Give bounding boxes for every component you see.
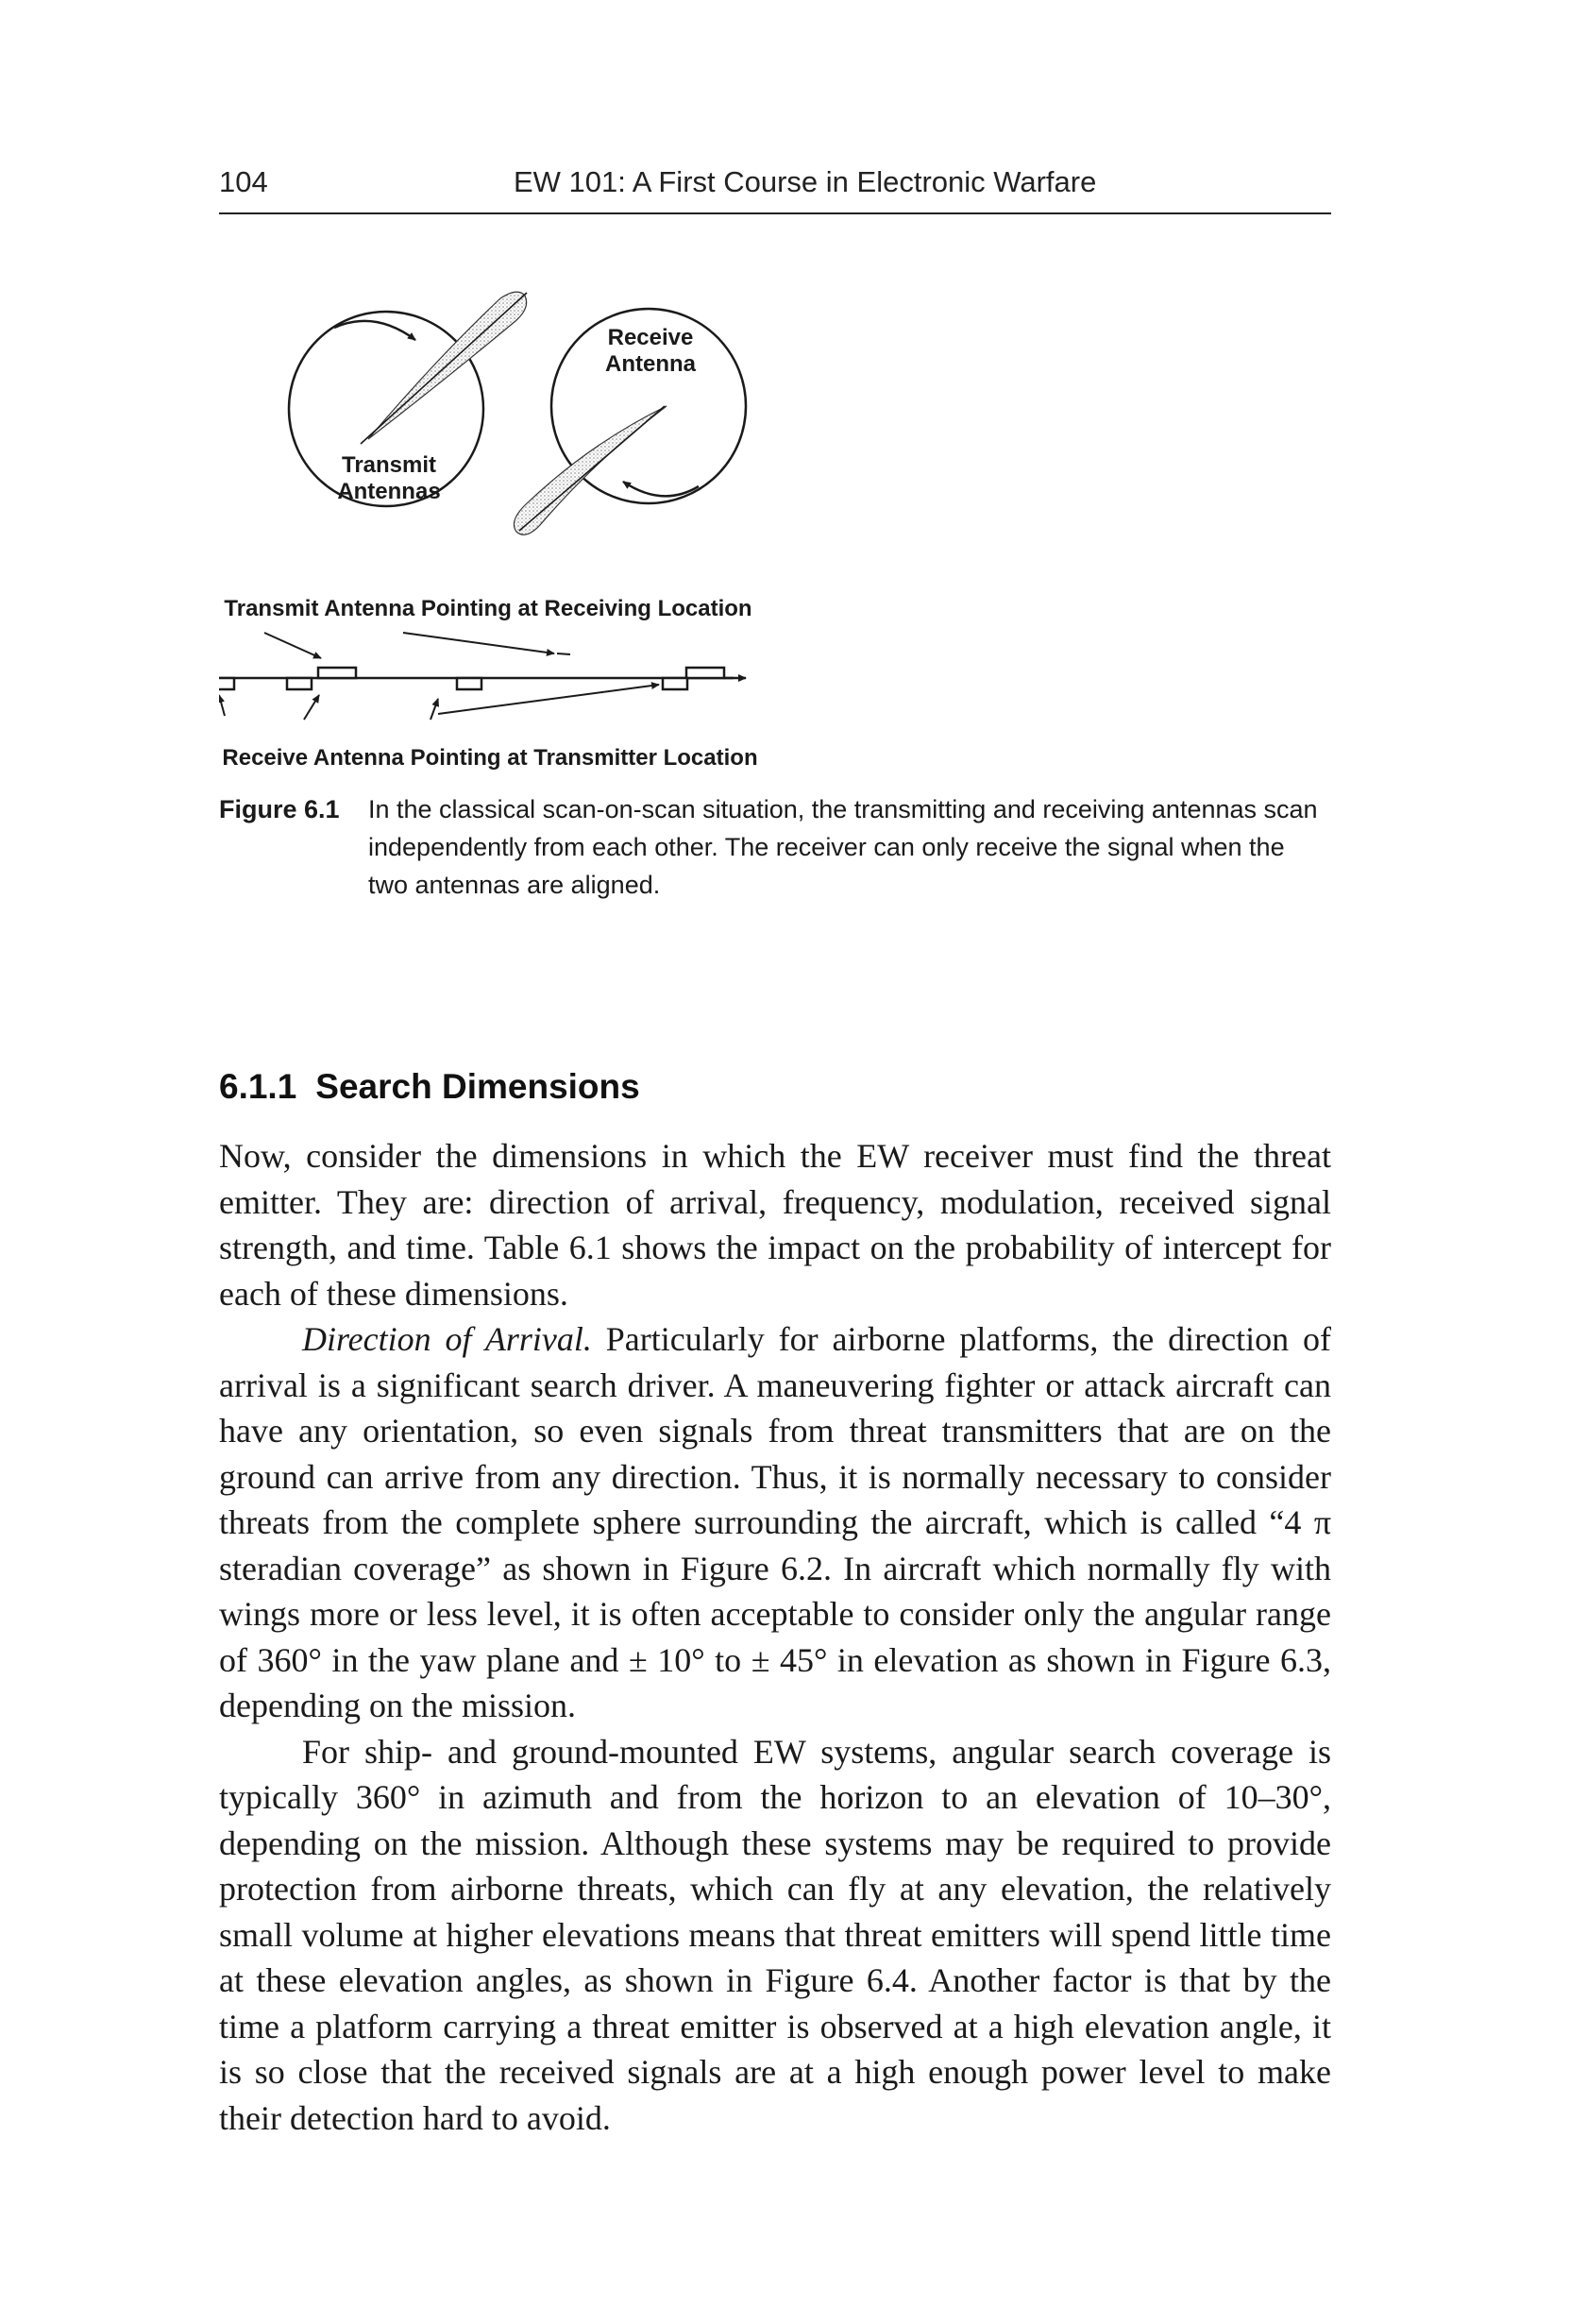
transmit-antennas-label-line2: Antennas [337,479,441,504]
figure-6-1 [219,283,1331,793]
paragraph-2-text: Particularly for airborne platforms, the direction of arrival is a significant search driver. A maneuvering fighter or attack aircraft can have any orientation, so even signals from threat transmitters that are on the ground can arrive from any direction. Thus, it is normally necessary to consider threats from the complete sphere surrounding the aircraft, which is called “4 π steradian coverage” as shown in Figure 6.2. In aircraft which normally fly with wings more or less level, it is often acceptable to consider only the angular range of 360° in the yaw plane and ± 10° to ± 45° in elevation as shown in Figure 6.3, depending on the mission. [219,1320,1332,1724]
receive-block [457,678,481,689]
figure-caption-label: Figure 6.1 [219,795,340,823]
receive-pointing-caption: Receive Antenna Pointing at Transmitter Location [222,745,758,771]
section-title: Search Dimensions [315,1067,640,1106]
receive-pointing-arrow [219,695,225,716]
run-in-heading: Direction of Arrival. [302,1320,592,1358]
page-number: 104 [219,165,268,198]
transmit-pointing-arrow [403,633,554,653]
transmit-block [318,668,356,678]
figure-caption-text: In the classical scan-on-scan situation, the transmitting and receiving antennas scan independently from each other. The receiver can only receive the signal when the two antennas are aligned. [368,795,1318,899]
paragraph-1: Now, consider the dimensions in which the EW receiver must find the threat emitter. They are: direction of arrival, frequency, modulation, received signal strength, and time. Table 6.1 shows the impact on the probability of intercept for each of these dimensions. [219,1137,1331,1313]
transmit-block [686,668,724,678]
scan-on-scan-diagram [219,283,1331,793]
receive-beam-axis [519,406,665,531]
receive-scan-arrow [623,482,699,496]
section-number: 6.1.1 [219,1067,297,1106]
transmit-pointing-arrow [264,633,321,658]
book-title: EW 101: A First Course in Electronic Warfare [514,165,1097,198]
transmit-pointing-caption: Transmit Antenna Pointing at Receiving Location [224,596,752,621]
transmit-pointing-arrow [557,653,570,654]
running-head [219,165,1331,214]
receive-block [287,678,312,689]
receive-antenna-label-line1: Receive [607,325,694,350]
receive-block [219,678,234,689]
transmit-beam-axis [361,293,527,444]
transmit-scan-arrow [334,321,415,340]
receive-block [663,678,687,689]
receive-antenna-label-line2: Antenna [605,351,696,377]
paragraph-3: For ship- and ground-mounted EW systems, angular search coverage is typically 360° in azimuth and from the horizon to an elevation of 10–30°, depending on the mission. Although these systems may be required to provide protection from airborne threats, which can fly at any elevation, the relatively small volume at higher elevations means that threat emitters will spend little time at these elevation angles, as shown in Figure 6.4. Another factor is that by the time a platform carrying a threat emitter is observed at a high elevation angle, it is so close that the received signals are at a high enough power level to make their detection hard to avoid. [219,1732,1331,2137]
transmit-antennas-label-line1: Transmit [341,452,437,478]
body-text [219,1133,1331,2141]
receive-pointing-arrow [431,699,438,720]
receive-pointing-arrow [304,695,319,720]
section-heading [219,1067,640,1107]
paragraph-2 [219,1316,1331,1729]
